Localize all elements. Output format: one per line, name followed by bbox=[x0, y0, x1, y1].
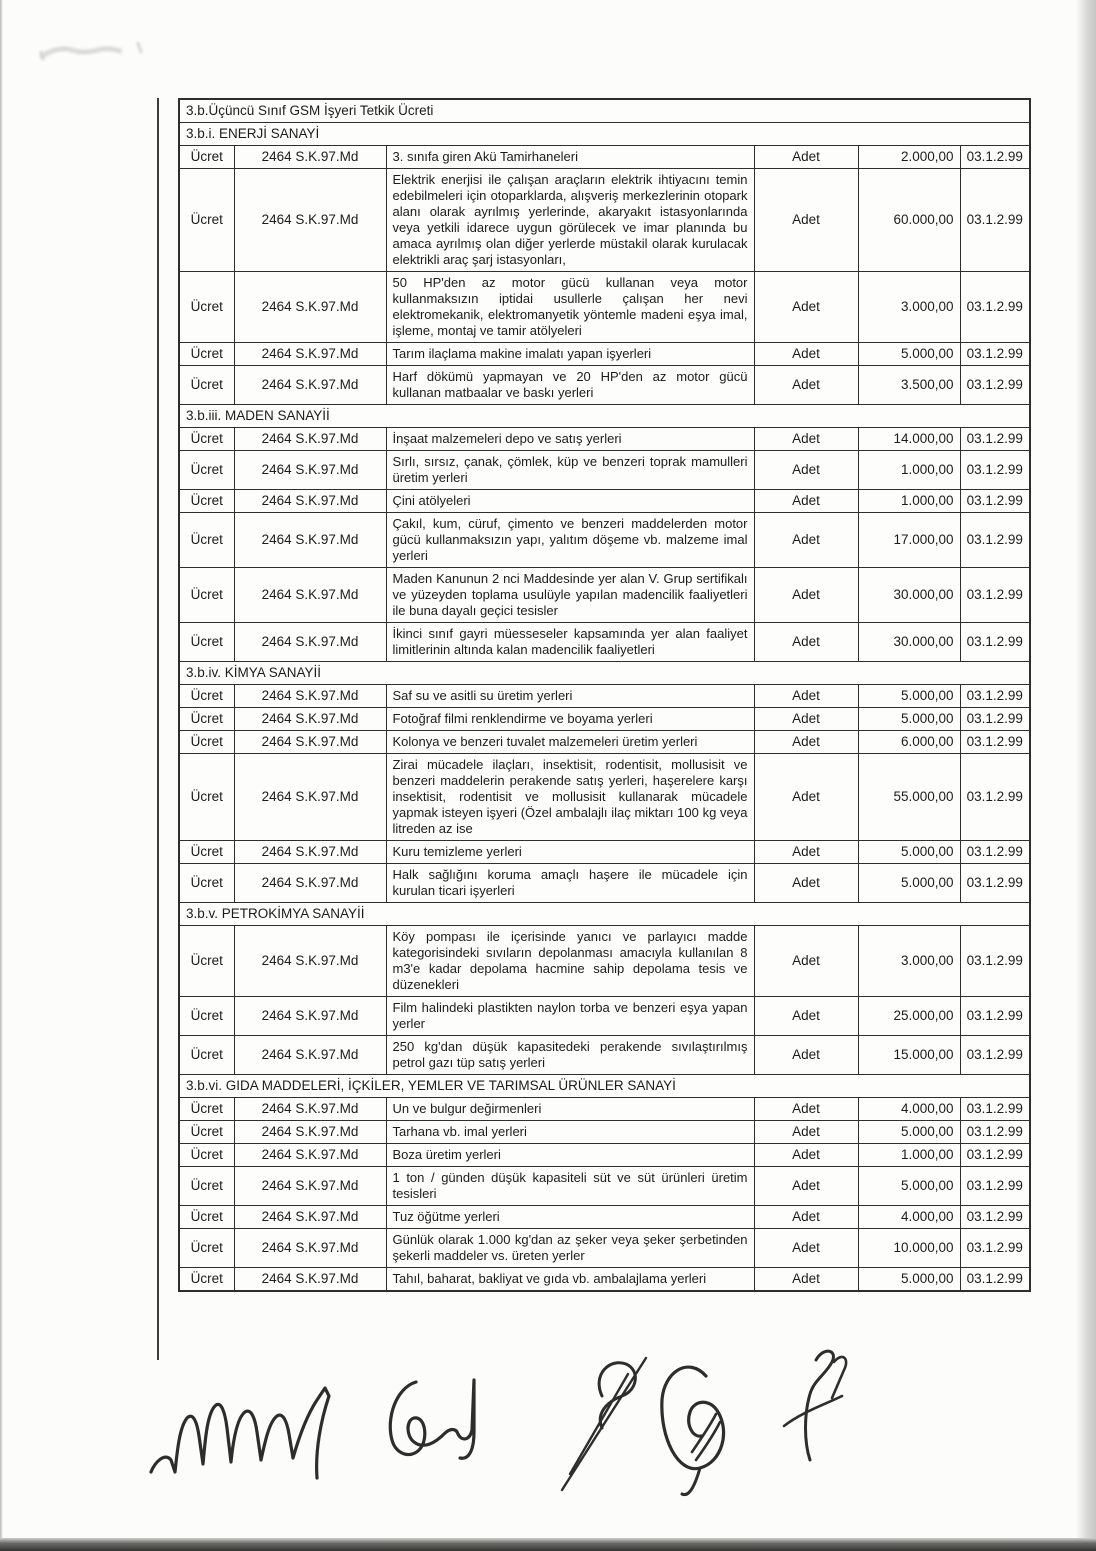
fee-type-cell: Ücret bbox=[179, 1167, 234, 1206]
amount-cell: 30.000,00 bbox=[858, 623, 960, 662]
table-row bbox=[179, 1036, 1030, 1075]
section-row bbox=[179, 123, 1030, 146]
left-margin-rule bbox=[157, 98, 159, 1360]
fee-type-cell: Ücret bbox=[179, 754, 234, 841]
unit-cell: Adet bbox=[754, 366, 858, 405]
description-cell: Çakıl, kum, cüruf, çimento ve benzeri maddelerden motor gücü kullanmaksızın yapı, yalıtım döşeme vb. malzeme imal yerleri bbox=[386, 513, 754, 568]
amount-cell: 5.000,00 bbox=[858, 864, 960, 903]
table-row bbox=[179, 731, 1030, 754]
section-row bbox=[179, 405, 1030, 428]
unit-cell: Adet bbox=[754, 1144, 858, 1167]
fee-type-cell: Ücret bbox=[179, 708, 234, 731]
amount-cell: 5.000,00 bbox=[858, 343, 960, 366]
amount-cell: 5.000,00 bbox=[858, 685, 960, 708]
amount-cell: 1.000,00 bbox=[858, 1144, 960, 1167]
amount-cell: 3.500,00 bbox=[858, 366, 960, 405]
fee-type-cell: Ücret bbox=[179, 1098, 234, 1121]
date-cell: 03.1.2.99 bbox=[960, 428, 1030, 451]
section-row bbox=[179, 662, 1030, 685]
description-cell: 250 kg'dan düşük kapasitedeki perakende sıvılaştırılmış petrol gazı tüp satış yerleri bbox=[386, 1036, 754, 1075]
section-title: 3.b.iii. MADEN SANAYİİ bbox=[179, 405, 1030, 428]
description-cell: 50 HP'den az motor gücü kullanan veya motor kullanmaksızın iptidai usullerle çalışan her nevi elektromekanik, elektromanyetik yöntemle madeni eşya imal, işleme, montaj ve tamir atölyeleri bbox=[386, 272, 754, 343]
law-ref-cell: 2464 S.K.97.Md bbox=[234, 272, 386, 343]
unit-cell: Adet bbox=[754, 685, 858, 708]
table-row bbox=[179, 926, 1030, 997]
date-cell: 03.1.2.99 bbox=[960, 1268, 1030, 1292]
unit-cell: Adet bbox=[754, 1036, 858, 1075]
amount-cell: 4.000,00 bbox=[858, 1098, 960, 1121]
fee-type-cell: Ücret bbox=[179, 1206, 234, 1229]
fee-type-cell: Ücret bbox=[179, 623, 234, 662]
law-ref-cell: 2464 S.K.97.Md bbox=[234, 926, 386, 997]
amount-cell: 15.000,00 bbox=[858, 1036, 960, 1075]
fee-type-cell: Ücret bbox=[179, 997, 234, 1036]
description-cell: Zirai mücadele ilaçları, insektisit, rodentisit, mollusisit ve benzeri maddelerin perakende satış yerleri, haşerelere karşı insektisit, rodentisit ve mollusisit kullanarak mücadele yapmak isteyen işyeri (Özel ambalajlı ilaç miktarı 100 kg veya litreden az ise bbox=[386, 754, 754, 841]
description-cell: Tarhana vb. imal yerleri bbox=[386, 1121, 754, 1144]
date-cell: 03.1.2.99 bbox=[960, 754, 1030, 841]
law-ref-cell: 2464 S.K.97.Md bbox=[234, 568, 386, 623]
fee-type-cell: Ücret bbox=[179, 169, 234, 272]
amount-cell: 6.000,00 bbox=[858, 731, 960, 754]
table-row bbox=[179, 272, 1030, 343]
fee-type-cell: Ücret bbox=[179, 490, 234, 513]
amount-cell: 3.000,00 bbox=[858, 926, 960, 997]
fee-type-cell: Ücret bbox=[179, 272, 234, 343]
date-cell: 03.1.2.99 bbox=[960, 997, 1030, 1036]
description-cell: Tuz öğütme yerleri bbox=[386, 1206, 754, 1229]
fee-type-cell: Ücret bbox=[179, 428, 234, 451]
law-ref-cell: 2464 S.K.97.Md bbox=[234, 169, 386, 272]
fee-type-cell: Ücret bbox=[179, 1268, 234, 1292]
unit-cell: Adet bbox=[754, 272, 858, 343]
date-cell: 03.1.2.99 bbox=[960, 731, 1030, 754]
description-cell: 1 ton / günden düşük kapasiteli süt ve süt ürünleri üretim tesisleri bbox=[386, 1167, 754, 1206]
fee-type-cell: Ücret bbox=[179, 1229, 234, 1268]
unit-cell: Adet bbox=[754, 1098, 858, 1121]
signature-1 bbox=[145, 1366, 377, 1499]
fee-type-cell: Ücret bbox=[179, 1144, 234, 1167]
amount-cell: 5.000,00 bbox=[858, 708, 960, 731]
unit-cell: Adet bbox=[754, 1121, 858, 1144]
date-cell: 03.1.2.99 bbox=[960, 451, 1030, 490]
date-cell: 03.1.2.99 bbox=[960, 1206, 1030, 1229]
scan-edge-bottom bbox=[0, 1538, 1096, 1551]
amount-cell: 1.000,00 bbox=[858, 490, 960, 513]
law-ref-cell: 2464 S.K.97.Md bbox=[234, 366, 386, 405]
table-row bbox=[179, 841, 1030, 864]
table-row bbox=[179, 428, 1030, 451]
section-row bbox=[179, 99, 1030, 123]
unit-cell: Adet bbox=[754, 146, 858, 169]
table-row bbox=[179, 1144, 1030, 1167]
date-cell: 03.1.2.99 bbox=[960, 343, 1030, 366]
description-cell: Kuru temizleme yerleri bbox=[386, 841, 754, 864]
table-row bbox=[179, 708, 1030, 731]
table-row bbox=[179, 146, 1030, 169]
description-cell: Fotoğraf filmi renklendirme ve boyama yerleri bbox=[386, 708, 754, 731]
description-cell: İkinci sınıf gayri müesseseler kapsamında yer alan faaliyet limitlerinin altında kalan madencilik faaliyetleri bbox=[386, 623, 754, 662]
amount-cell: 5.000,00 bbox=[858, 1121, 960, 1144]
fee-type-cell: Ücret bbox=[179, 451, 234, 490]
scan-edge-left bbox=[0, 0, 3, 1551]
fee-type-cell: Ücret bbox=[179, 343, 234, 366]
amount-cell: 60.000,00 bbox=[858, 169, 960, 272]
law-ref-cell: 2464 S.K.97.Md bbox=[234, 997, 386, 1036]
description-cell: İnşaat malzemeleri depo ve satış yerleri bbox=[386, 428, 754, 451]
date-cell: 03.1.2.99 bbox=[960, 708, 1030, 731]
unit-cell: Adet bbox=[754, 428, 858, 451]
description-cell: Günlük olarak 1.000 kg'dan az şeker veya şeker şerbetinden şekerli maddeler vs. üreten yerler bbox=[386, 1229, 754, 1268]
fee-type-cell: Ücret bbox=[179, 1121, 234, 1144]
unit-cell: Adet bbox=[754, 1229, 858, 1268]
section-title: 3.b.v. PETROKİMYA SANAYİİ bbox=[179, 903, 1030, 926]
description-cell: Film halindeki plastikten naylon torba ve benzeri eşya yapan yerler bbox=[386, 997, 754, 1036]
law-ref-cell: 2464 S.K.97.Md bbox=[234, 1121, 386, 1144]
amount-cell: 1.000,00 bbox=[858, 451, 960, 490]
table-row bbox=[179, 1121, 1030, 1144]
law-ref-cell: 2464 S.K.97.Md bbox=[234, 146, 386, 169]
date-cell: 03.1.2.99 bbox=[960, 1229, 1030, 1268]
table-row bbox=[179, 754, 1030, 841]
description-cell: Tarım ilaçlama makine imalatı yapan işyerleri bbox=[386, 343, 754, 366]
date-cell: 03.1.2.99 bbox=[960, 1121, 1030, 1144]
table-row bbox=[179, 169, 1030, 272]
unit-cell: Adet bbox=[754, 841, 858, 864]
amount-cell: 17.000,00 bbox=[858, 513, 960, 568]
date-cell: 03.1.2.99 bbox=[960, 366, 1030, 405]
description-cell: Un ve bulgur değirmenleri bbox=[386, 1098, 754, 1121]
law-ref-cell: 2464 S.K.97.Md bbox=[234, 428, 386, 451]
description-cell: Tahıl, baharat, bakliyat ve gıda vb. ambalajlama yerleri bbox=[386, 1268, 754, 1292]
unit-cell: Adet bbox=[754, 343, 858, 366]
fee-type-cell: Ücret bbox=[179, 366, 234, 405]
table-row bbox=[179, 864, 1030, 903]
section-title: 3.b.iv. KİMYA SANAYİİ bbox=[179, 662, 1030, 685]
fee-type-cell: Ücret bbox=[179, 1036, 234, 1075]
date-cell: 03.1.2.99 bbox=[960, 623, 1030, 662]
date-cell: 03.1.2.99 bbox=[960, 272, 1030, 343]
date-cell: 03.1.2.99 bbox=[960, 1098, 1030, 1121]
amount-cell: 25.000,00 bbox=[858, 997, 960, 1036]
description-cell: 3. sınıfa giren Akü Tamirhaneleri bbox=[386, 146, 754, 169]
date-cell: 03.1.2.99 bbox=[960, 1144, 1030, 1167]
law-ref-cell: 2464 S.K.97.Md bbox=[234, 754, 386, 841]
unit-cell: Adet bbox=[754, 926, 858, 997]
fee-type-cell: Ücret bbox=[179, 841, 234, 864]
table-row bbox=[179, 343, 1030, 366]
date-cell: 03.1.2.99 bbox=[960, 685, 1030, 708]
description-cell: Harf dökümü yapmayan ve 20 HP'den az motor gücü kullanan matbaalar ve baskı yerleri bbox=[386, 366, 754, 405]
description-cell: Elektrik enerjisi ile çalışan araçların elektrik ihtiyacını temin edebilmeleri için otoparklarda, alışveriş merkezlerinin otopark alanı olarak ayrılmış yerlerinde, akaryakıt istasyonlarında veya yetkili idarece uygun görülecek ve imar planında bu amaca ayrılmış olan diğer yerlerde müstakil olarak kurulacak elektrikli araç şarj istasyonları, bbox=[386, 169, 754, 272]
table-row bbox=[179, 513, 1030, 568]
amount-cell: 3.000,00 bbox=[858, 272, 960, 343]
law-ref-cell: 2464 S.K.97.Md bbox=[234, 1098, 386, 1121]
law-ref-cell: 2464 S.K.97.Md bbox=[234, 708, 386, 731]
law-ref-cell: 2464 S.K.97.Md bbox=[234, 490, 386, 513]
unit-cell: Adet bbox=[754, 623, 858, 662]
fee-type-cell: Ücret bbox=[179, 568, 234, 623]
table-row bbox=[179, 1167, 1030, 1206]
unit-cell: Adet bbox=[754, 997, 858, 1036]
amount-cell: 2.000,00 bbox=[858, 146, 960, 169]
date-cell: 03.1.2.99 bbox=[960, 1167, 1030, 1206]
description-cell: Boza üretim yerleri bbox=[386, 1144, 754, 1167]
amount-cell: 10.000,00 bbox=[858, 1229, 960, 1268]
date-cell: 03.1.2.99 bbox=[960, 490, 1030, 513]
fee-type-cell: Ücret bbox=[179, 864, 234, 903]
law-ref-cell: 2464 S.K.97.Md bbox=[234, 1036, 386, 1075]
amount-cell: 55.000,00 bbox=[858, 754, 960, 841]
scan-edge-right bbox=[1076, 0, 1096, 1551]
date-cell: 03.1.2.99 bbox=[960, 926, 1030, 997]
amount-cell: 5.000,00 bbox=[858, 1167, 960, 1206]
unit-cell: Adet bbox=[754, 513, 858, 568]
unit-cell: Adet bbox=[754, 1268, 858, 1292]
date-cell: 03.1.2.99 bbox=[960, 169, 1030, 272]
unit-cell: Adet bbox=[754, 864, 858, 903]
law-ref-cell: 2464 S.K.97.Md bbox=[234, 513, 386, 568]
description-cell: Saf su ve asitli su üretim yerleri bbox=[386, 685, 754, 708]
unit-cell: Adet bbox=[754, 1206, 858, 1229]
table-row bbox=[179, 1098, 1030, 1121]
amount-cell: 5.000,00 bbox=[858, 841, 960, 864]
unit-cell: Adet bbox=[754, 451, 858, 490]
section-title: 3.b.vi. GIDA MADDELERİ, İÇKİLER, YEMLER VE TARIMSAL ÜRÜNLER SANAYİ bbox=[179, 1075, 1030, 1098]
section-row bbox=[179, 1075, 1030, 1098]
amount-cell: 5.000,00 bbox=[858, 1268, 960, 1292]
amount-cell: 14.000,00 bbox=[858, 428, 960, 451]
table-row bbox=[179, 490, 1030, 513]
fees-table bbox=[178, 98, 1031, 1292]
unit-cell: Adet bbox=[754, 754, 858, 841]
law-ref-cell: 2464 S.K.97.Md bbox=[234, 451, 386, 490]
date-cell: 03.1.2.99 bbox=[960, 146, 1030, 169]
amount-cell: 30.000,00 bbox=[858, 568, 960, 623]
law-ref-cell: 2464 S.K.97.Md bbox=[234, 1144, 386, 1167]
law-ref-cell: 2464 S.K.97.Md bbox=[234, 1167, 386, 1206]
table-row bbox=[179, 685, 1030, 708]
fee-type-cell: Ücret bbox=[179, 146, 234, 169]
table-row bbox=[179, 451, 1030, 490]
section-row bbox=[179, 903, 1030, 926]
law-ref-cell: 2464 S.K.97.Md bbox=[234, 1229, 386, 1268]
amount-cell: 4.000,00 bbox=[858, 1206, 960, 1229]
description-cell: Köy pompası ile içerisinde yanıcı ve parlayıcı madde kategorisindeki sıvıların depolanması amacıyla kullanılan 8 m3'e kadar depolama hacmine sahip depolama tesis ve düzenekleri bbox=[386, 926, 754, 997]
description-cell: Kolonya ve benzeri tuvalet malzemeleri üretim yerleri bbox=[386, 731, 754, 754]
date-cell: 03.1.2.99 bbox=[960, 513, 1030, 568]
law-ref-cell: 2464 S.K.97.Md bbox=[234, 685, 386, 708]
unit-cell: Adet bbox=[754, 568, 858, 623]
unit-cell: Adet bbox=[754, 731, 858, 754]
unit-cell: Adet bbox=[754, 490, 858, 513]
table-row bbox=[179, 366, 1030, 405]
signature-2 bbox=[382, 1372, 488, 1483]
law-ref-cell: 2464 S.K.97.Md bbox=[234, 1268, 386, 1292]
table-row bbox=[179, 997, 1030, 1036]
signature-4 bbox=[648, 1348, 756, 1518]
unit-cell: Adet bbox=[754, 708, 858, 731]
section-title: 3.b.Üçüncü Sınıf GSM İşyeri Tetkik Ücreti bbox=[179, 99, 1030, 123]
table-row bbox=[179, 623, 1030, 662]
table-row bbox=[179, 1268, 1030, 1292]
date-cell: 03.1.2.99 bbox=[960, 864, 1030, 903]
unit-cell: Adet bbox=[754, 1167, 858, 1206]
unit-cell: Adet bbox=[754, 169, 858, 272]
signature-5 bbox=[768, 1342, 860, 1489]
section-title: 3.b.i. ENERJİ SANAYİ bbox=[179, 123, 1030, 146]
law-ref-cell: 2464 S.K.97.Md bbox=[234, 731, 386, 754]
table-row bbox=[179, 1229, 1030, 1268]
table-row bbox=[179, 568, 1030, 623]
fee-type-cell: Ücret bbox=[179, 513, 234, 568]
description-cell: Çini atölyeleri bbox=[386, 490, 754, 513]
ink-smudge bbox=[38, 38, 153, 71]
description-cell: Halk sağlığını koruma amaçlı haşere ile mücadele için kurulan ticari işyerleri bbox=[386, 864, 754, 903]
law-ref-cell: 2464 S.K.97.Md bbox=[234, 343, 386, 366]
description-cell: Sırlı, sırsız, çanak, çömlek, küp ve benzeri toprak mamulleri üretim yerleri bbox=[386, 451, 754, 490]
fee-type-cell: Ücret bbox=[179, 685, 234, 708]
date-cell: 03.1.2.99 bbox=[960, 841, 1030, 864]
law-ref-cell: 2464 S.K.97.Md bbox=[234, 1206, 386, 1229]
law-ref-cell: 2464 S.K.97.Md bbox=[234, 623, 386, 662]
law-ref-cell: 2464 S.K.97.Md bbox=[234, 841, 386, 864]
fee-type-cell: Ücret bbox=[179, 926, 234, 997]
law-ref-cell: 2464 S.K.97.Md bbox=[234, 864, 386, 903]
fee-type-cell: Ücret bbox=[179, 731, 234, 754]
table-row bbox=[179, 1206, 1030, 1229]
date-cell: 03.1.2.99 bbox=[960, 568, 1030, 623]
description-cell: Maden Kanunun 2 nci Maddesinde yer alan V. Grup sertifikalı ve yüzeyden toplama usulüyle yapılan madencilik faaliyetleri ile buna dayalı geçici tesisler bbox=[386, 568, 754, 623]
date-cell: 03.1.2.99 bbox=[960, 1036, 1030, 1075]
